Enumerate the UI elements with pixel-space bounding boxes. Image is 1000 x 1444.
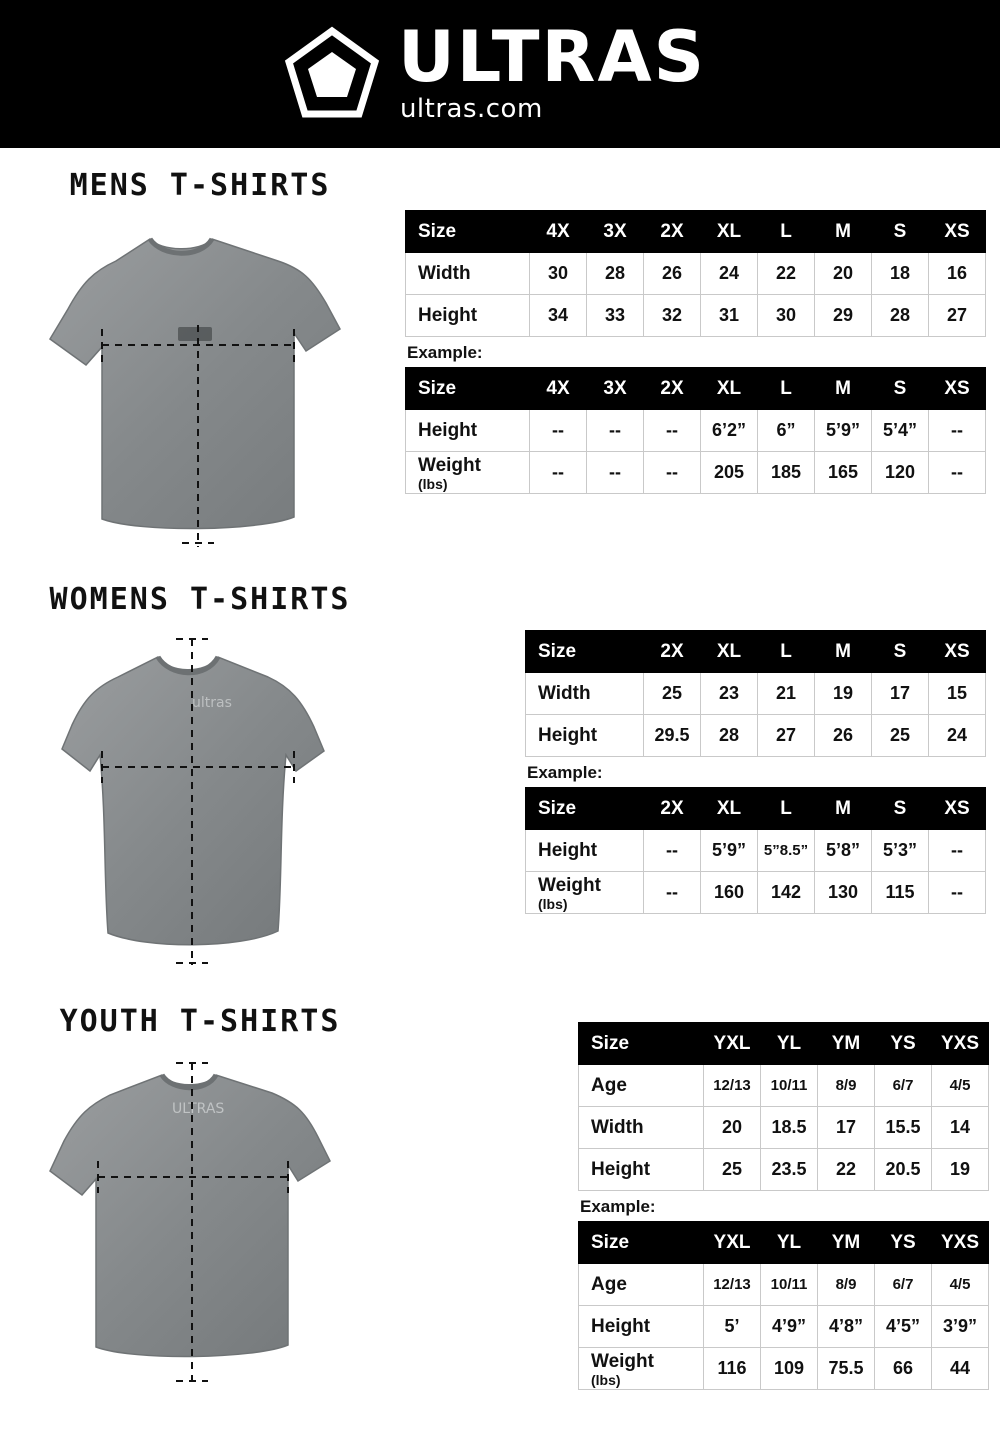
cell: 6”	[758, 410, 815, 452]
cell: 5’8”	[815, 830, 872, 872]
cell: 28	[872, 295, 929, 337]
col-header: M	[815, 368, 872, 410]
cell: 26	[815, 715, 872, 757]
row-label-text: Weight	[591, 1350, 654, 1372]
cell: 5’9”	[815, 410, 872, 452]
table-row	[579, 1065, 989, 1107]
cell: 6’2”	[701, 410, 758, 452]
cell: 5’9”	[701, 830, 758, 872]
brand-name: ULTRAS	[397, 15, 707, 98]
cell: 19	[932, 1149, 989, 1191]
cell: 17	[818, 1107, 875, 1149]
col-header: 2X	[644, 788, 701, 830]
cell: 12/13	[704, 1065, 761, 1107]
section-mens-tables	[405, 210, 986, 494]
cell: 29.5	[644, 715, 701, 757]
col-header: M	[815, 211, 872, 253]
section-title-mens: MENS T-SHIRTS	[69, 168, 331, 203]
brand-text	[397, 15, 707, 125]
cell: 6/7	[875, 1264, 932, 1306]
table-row	[579, 1107, 989, 1149]
col-header: L	[758, 211, 815, 253]
cell: 26	[644, 253, 701, 295]
cell: --	[587, 452, 644, 494]
section-title-youth: YOUTH T-SHIRTS	[59, 1004, 341, 1039]
cell: 120	[872, 452, 929, 494]
cell: 34	[530, 295, 587, 337]
mens-example-table	[405, 367, 986, 494]
cell: 4’9”	[761, 1306, 818, 1348]
cell: 27	[929, 295, 986, 337]
cell: 19	[815, 673, 872, 715]
col-header: YL	[761, 1222, 818, 1264]
table-row	[526, 673, 986, 715]
example-label-mens: Example:	[407, 343, 483, 362]
cell: 25	[872, 715, 929, 757]
col-header: L	[758, 368, 815, 410]
col-header: L	[758, 788, 815, 830]
cell: 16	[929, 253, 986, 295]
cell: 21	[758, 673, 815, 715]
row-label: Height	[526, 830, 644, 872]
col-header: Size	[406, 368, 530, 410]
cell: 75.5	[818, 1348, 875, 1390]
cell: 109	[761, 1348, 818, 1390]
row-label: Age	[579, 1065, 704, 1107]
womens-size-table	[525, 630, 986, 757]
youth-example-table	[578, 1221, 989, 1390]
table-header-row	[526, 631, 986, 673]
col-header: 3X	[587, 211, 644, 253]
table-row	[579, 1306, 989, 1348]
cell: 20	[704, 1107, 761, 1149]
section-title-womens: WOMENS T-SHIRTS	[49, 582, 351, 617]
cell: 116	[704, 1348, 761, 1390]
row-label	[526, 872, 644, 914]
col-header: S	[872, 368, 929, 410]
col-header: YXL	[704, 1023, 761, 1065]
cell: --	[644, 410, 701, 452]
cell: 115	[872, 872, 929, 914]
row-label-sub: (lbs)	[591, 1371, 621, 1388]
table-row	[579, 1348, 989, 1390]
youth-size-table	[578, 1022, 989, 1191]
example-label-youth: Example:	[580, 1197, 656, 1216]
col-header: S	[872, 631, 929, 673]
row-label: Height	[526, 715, 644, 757]
col-header: M	[815, 788, 872, 830]
cell: 3’9”	[932, 1306, 989, 1348]
col-header: YL	[761, 1023, 818, 1065]
cell: 29	[815, 295, 872, 337]
col-header: Size	[526, 788, 644, 830]
cell: 5’4”	[872, 410, 929, 452]
col-header: XL	[701, 788, 758, 830]
cell: 5”8.5”	[758, 830, 815, 872]
cell: 20	[815, 253, 872, 295]
cell: 23	[701, 673, 758, 715]
row-label: Width	[406, 253, 530, 295]
cell: 24	[701, 253, 758, 295]
cell: --	[644, 452, 701, 494]
col-header: YS	[875, 1222, 932, 1264]
cell: 160	[701, 872, 758, 914]
svg-text:ULTRAS: ULTRAS	[172, 1101, 225, 1117]
col-header: Size	[579, 1222, 704, 1264]
cell: 142	[758, 872, 815, 914]
cell: 12/13	[704, 1264, 761, 1306]
row-label: Width	[526, 673, 644, 715]
row-label: Height	[406, 295, 530, 337]
cell: 130	[815, 872, 872, 914]
table-row	[526, 715, 986, 757]
section-womens-illustration	[10, 582, 390, 971]
row-label	[579, 1348, 704, 1390]
cell: 205	[701, 452, 758, 494]
cell: --	[929, 872, 986, 914]
cell: 30	[530, 253, 587, 295]
section-mens-illustration	[10, 168, 390, 557]
col-header: XL	[701, 368, 758, 410]
col-header: S	[872, 788, 929, 830]
col-header: 4X	[530, 211, 587, 253]
cell: 28	[587, 253, 644, 295]
cell: 5’3”	[872, 830, 929, 872]
section-youth-tables	[578, 1022, 989, 1390]
col-header: YM	[818, 1023, 875, 1065]
cell: 4/5	[932, 1264, 989, 1306]
cell: 8/9	[818, 1065, 875, 1107]
cell: 22	[758, 253, 815, 295]
col-header: XS	[929, 368, 986, 410]
cell: 18.5	[761, 1107, 818, 1149]
svg-text:ultras: ultras	[192, 695, 232, 711]
cell: 24	[929, 715, 986, 757]
section-womens-tables	[525, 630, 986, 914]
row-label: Height	[579, 1149, 704, 1191]
table-row	[406, 452, 986, 494]
cell: 4’5”	[875, 1306, 932, 1348]
table-header-row	[579, 1023, 989, 1065]
col-header: 2X	[644, 211, 701, 253]
cell: 44	[932, 1348, 989, 1390]
col-header: S	[872, 211, 929, 253]
col-header: 2X	[644, 631, 701, 673]
row-label: Height	[406, 410, 530, 452]
row-label	[406, 452, 530, 494]
cell: 15	[929, 673, 986, 715]
table-row	[406, 253, 986, 295]
section-youth-illustration	[10, 1004, 390, 1393]
cell: 17	[872, 673, 929, 715]
cell: 22	[818, 1149, 875, 1191]
cell: 8/9	[818, 1264, 875, 1306]
col-header: XS	[929, 211, 986, 253]
table-header-row	[579, 1222, 989, 1264]
cell: 4’8”	[818, 1306, 875, 1348]
col-header: XS	[929, 631, 986, 673]
cell: 33	[587, 295, 644, 337]
cell: 18	[872, 253, 929, 295]
row-label-text: Weight	[418, 454, 481, 476]
table-row	[406, 295, 986, 337]
pentagon-logo-icon	[284, 26, 380, 122]
col-header: XL	[701, 211, 758, 253]
row-label: Height	[579, 1306, 704, 1348]
col-header: 2X	[644, 368, 701, 410]
cell: --	[530, 410, 587, 452]
cell: --	[644, 830, 701, 872]
cell: 20.5	[875, 1149, 932, 1191]
table-header-row	[406, 368, 986, 410]
brand-header	[0, 0, 1000, 148]
cell: 10/11	[761, 1264, 818, 1306]
col-header: 3X	[587, 368, 644, 410]
cell: 10/11	[761, 1065, 818, 1107]
cell: --	[929, 410, 986, 452]
cell: 27	[758, 715, 815, 757]
cell: --	[530, 452, 587, 494]
col-header: Size	[526, 631, 644, 673]
cell: 185	[758, 452, 815, 494]
cell: 30	[758, 295, 815, 337]
cell: 4/5	[932, 1065, 989, 1107]
col-header: M	[815, 631, 872, 673]
col-header: Size	[579, 1023, 704, 1065]
table-header-row	[526, 788, 986, 830]
cell: 25	[644, 673, 701, 715]
cell: 31	[701, 295, 758, 337]
cell: --	[929, 452, 986, 494]
cell: 28	[701, 715, 758, 757]
col-header: YXS	[932, 1023, 989, 1065]
brand-lockup	[284, 15, 707, 125]
youth-tshirt-illustration	[10, 1053, 390, 1393]
table-header-row	[406, 211, 986, 253]
cell: --	[587, 410, 644, 452]
cell: 66	[875, 1348, 932, 1390]
table-row	[526, 872, 986, 914]
table-row	[526, 830, 986, 872]
col-header: L	[758, 631, 815, 673]
row-label: Age	[579, 1264, 704, 1306]
cell: 5’	[704, 1306, 761, 1348]
col-header: Size	[406, 211, 530, 253]
cell: 165	[815, 452, 872, 494]
brand-url: ultras.com	[399, 94, 543, 125]
table-row	[406, 410, 986, 452]
col-header: XL	[701, 631, 758, 673]
row-label-sub: (lbs)	[418, 475, 448, 492]
womens-example-table	[525, 787, 986, 914]
col-header: YXL	[704, 1222, 761, 1264]
row-label-text: Weight	[538, 874, 601, 896]
table-row	[579, 1149, 989, 1191]
mens-size-table	[405, 210, 986, 337]
col-header: YS	[875, 1023, 932, 1065]
col-header: XS	[929, 788, 986, 830]
cell: --	[644, 872, 701, 914]
mens-tshirt-illustration	[10, 217, 390, 557]
example-label-womens: Example:	[527, 763, 603, 782]
womens-tshirt-illustration	[10, 631, 390, 971]
cell: 6/7	[875, 1065, 932, 1107]
row-label: Width	[579, 1107, 704, 1149]
cell: 25	[704, 1149, 761, 1191]
row-label-sub: (lbs)	[538, 895, 568, 912]
col-header: 4X	[530, 368, 587, 410]
cell: 15.5	[875, 1107, 932, 1149]
table-row	[579, 1264, 989, 1306]
cell: --	[929, 830, 986, 872]
col-header: YM	[818, 1222, 875, 1264]
cell: 14	[932, 1107, 989, 1149]
cell: 32	[644, 295, 701, 337]
col-header: YXS	[932, 1222, 989, 1264]
cell: 23.5	[761, 1149, 818, 1191]
